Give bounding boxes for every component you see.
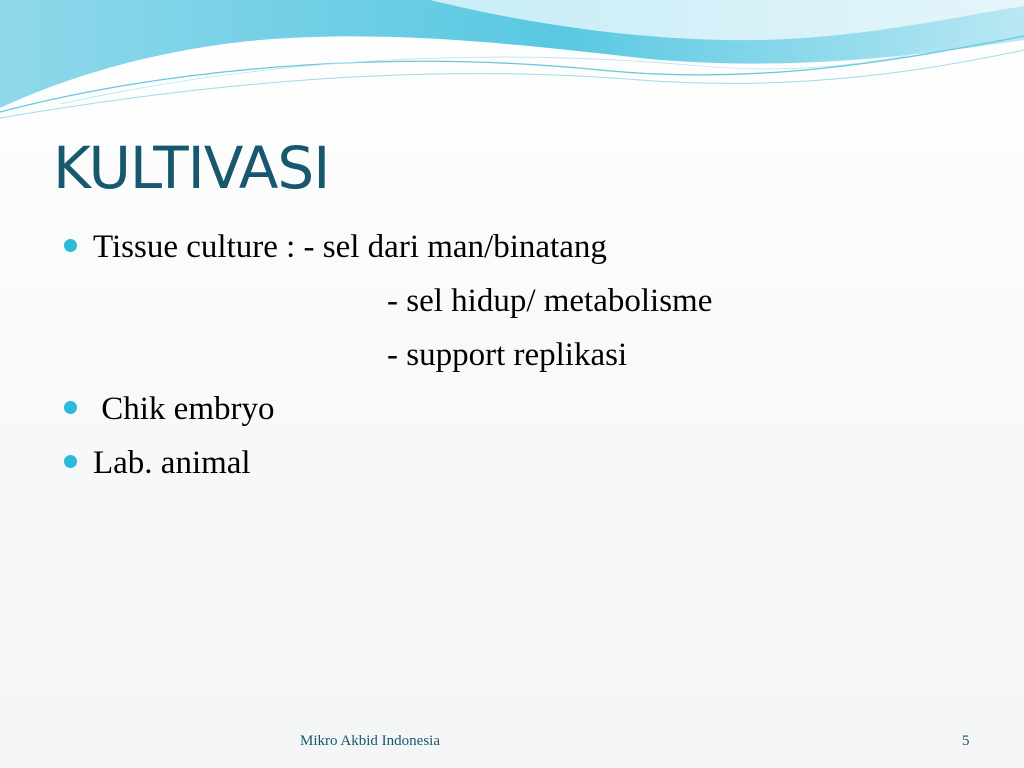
slide-title: KULTIVASI (53, 134, 330, 202)
bullet-text: Chik embryo (93, 391, 275, 427)
bullet-icon (64, 239, 77, 252)
sub-line-text: - sel hidup/ metabolisme (387, 283, 713, 319)
bullet-text: Tissue culture : - sel dari man/binatang (93, 229, 607, 265)
sub-line-text: - support replikasi (387, 337, 628, 373)
page-number: 5 (962, 733, 970, 749)
bullet-icon (64, 455, 77, 468)
sub-line (64, 274, 984, 328)
footer-text: Mikro Akbid Indonesia (300, 733, 440, 749)
bullet-icon (64, 401, 77, 414)
list-item (64, 382, 984, 436)
wave-banner (0, 0, 1024, 120)
bullet-text: Lab. animal (93, 445, 251, 481)
list-item (64, 220, 984, 274)
sub-line (64, 328, 984, 382)
list-item (64, 436, 984, 490)
bullet-list (64, 220, 984, 490)
